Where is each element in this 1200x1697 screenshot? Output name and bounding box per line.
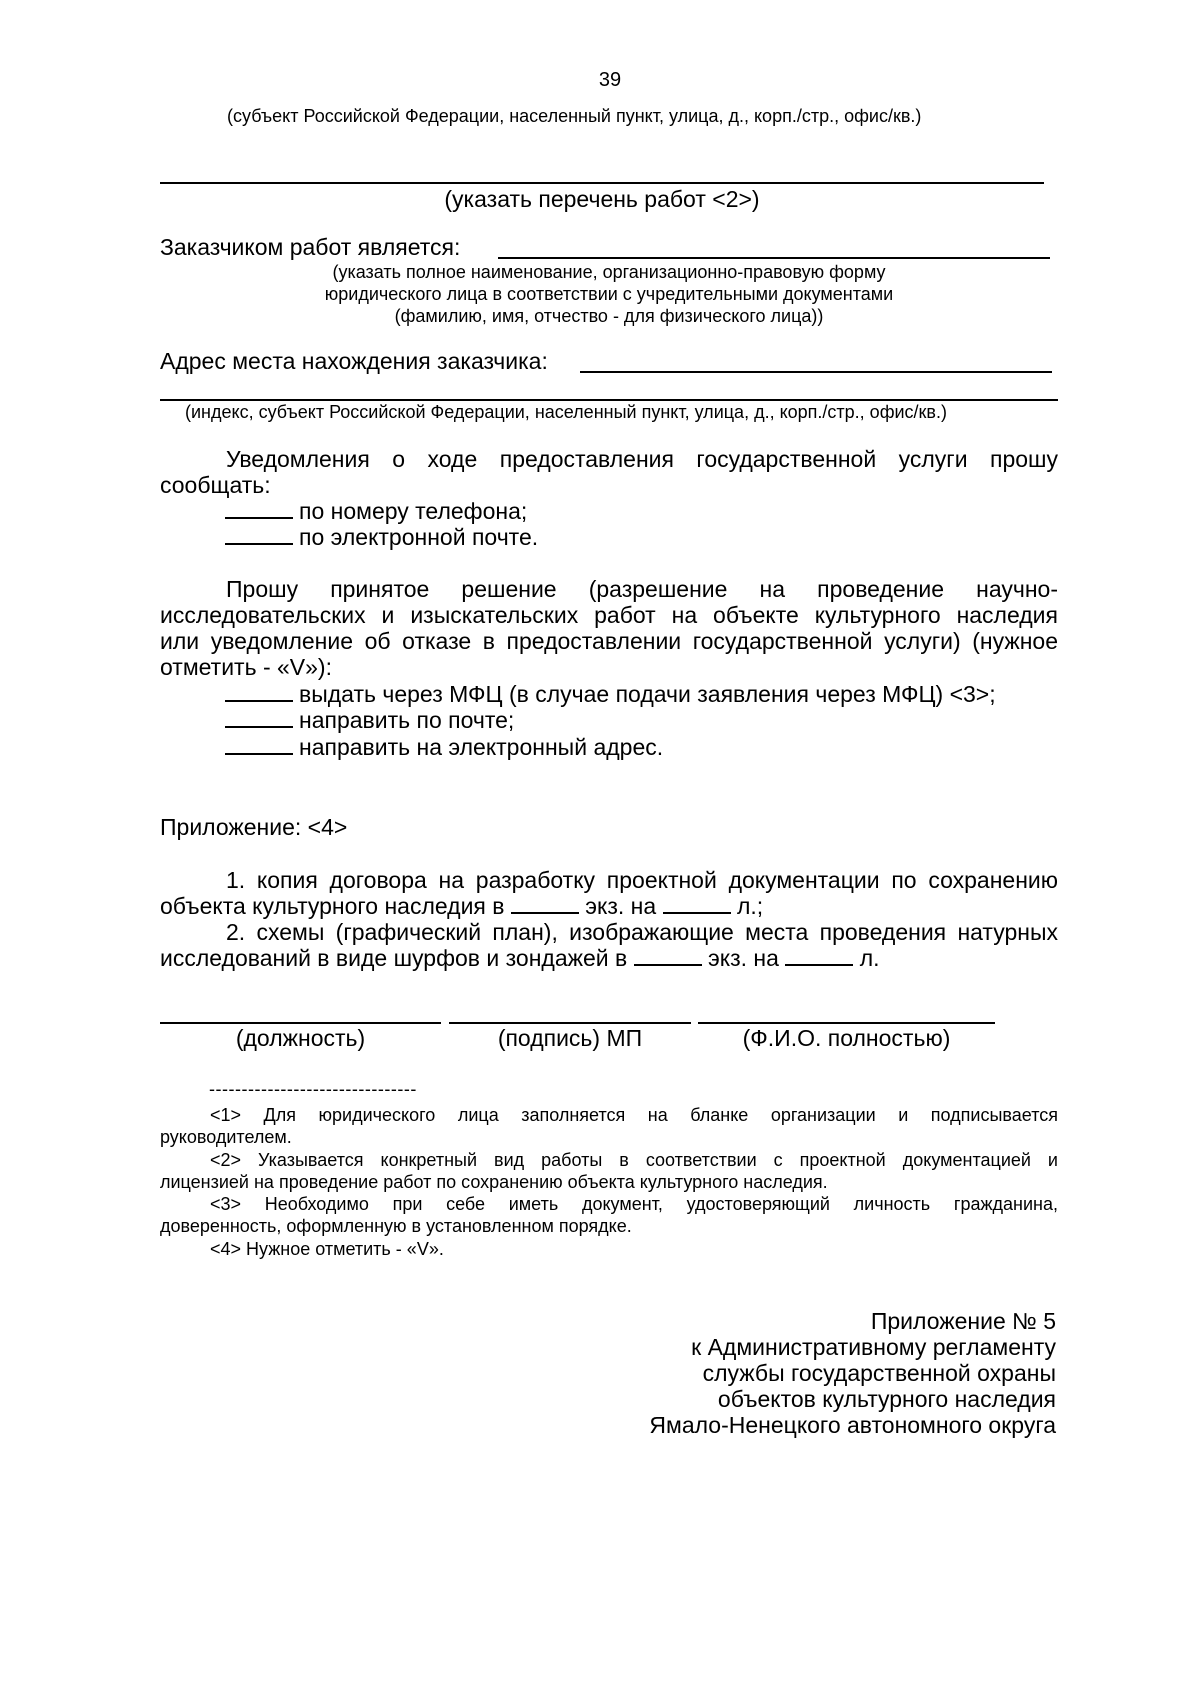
- sheets-blank[interactable]: [785, 946, 853, 966]
- footnote-3-text-1: <3> Необходимо при себе иметь документ, удостоверяющий личность гражданина,: [210, 1194, 1058, 1214]
- footnote-2-line1: [160, 1149, 1058, 1171]
- appendix-header-line5: Ямало-Ненецкого автономного округа: [649, 1412, 1056, 1438]
- decision-text-3: или уведомление об отказе в предоставлении государственной услуги) (нужное: [160, 628, 1058, 654]
- checkbox-blank[interactable]: [225, 735, 293, 755]
- footnote-3-line1: [160, 1193, 1058, 1215]
- decision-option-label: выдать через МФЦ (в случае подачи заявления через МФЦ) <3>;: [299, 681, 996, 707]
- customer-address-caption: (индекс, субъект Российской Федерации, населенный пункт, улица, д., корп./стр., офис/кв.): [185, 402, 947, 422]
- notify-option-label: по номеру телефона;: [299, 498, 528, 524]
- customer-label: Заказчиком работ является:: [160, 234, 461, 260]
- address-caption-top: (субъект Российской Федерации, населенный пункт, улица, д., корп./стр., офис/кв.): [227, 106, 922, 126]
- appendix-header-line1: Приложение № 5: [870, 1308, 1056, 1334]
- attachment-item1-text-1: 1. копия договора на разработку проектной документации по сохранению: [226, 867, 1058, 893]
- footnote-2-line2: лицензией на проведение работ по сохранению объекта культурного наследия.: [160, 1172, 828, 1192]
- checkbox-blank[interactable]: [225, 682, 293, 702]
- notify-option-email[interactable]: [225, 524, 538, 550]
- notifications-line2: сообщать:: [160, 472, 271, 498]
- attachment-item1-line1: [160, 867, 1058, 893]
- customer-address-field-line: [580, 371, 1052, 373]
- works-line: [160, 182, 1044, 184]
- decision-option-email[interactable]: [225, 734, 663, 760]
- position-caption: (должность): [235, 1025, 366, 1051]
- footnote-1-line2: руководителем.: [160, 1127, 292, 1147]
- footnote-1-text-1: <1> Для юридического лица заполняется на бланке организации и подписывается: [210, 1105, 1058, 1125]
- attachment-item1-text-2b: экз. на: [585, 893, 657, 919]
- position-line: [160, 1022, 441, 1024]
- appendix-header-line4: объектов культурного наследия: [717, 1386, 1056, 1412]
- customer-address-field-line-2: [160, 399, 1058, 401]
- customer-field-line: [498, 257, 1050, 259]
- works-caption: (указать перечень работ <2>): [444, 186, 760, 212]
- decision-text-2: исследовательских и изыскательских работ на объекте культурного наследия: [160, 602, 1058, 628]
- copies-blank[interactable]: [511, 894, 579, 914]
- decision-line2: [160, 602, 1058, 628]
- footnote-4: <4> Нужное отметить - «V».: [210, 1239, 444, 1259]
- page-number: 39: [598, 69, 622, 91]
- footnote-3-line2: доверенность, оформленную в установленном порядке.: [160, 1216, 632, 1236]
- full-name-line: [698, 1022, 995, 1024]
- customer-caption-line3: (фамилию, имя, отчество - для физического лица)): [394, 306, 824, 326]
- notifications-text-1: Уведомления о ходе предоставления государственной услуги прошу: [226, 446, 1058, 472]
- decision-option-post[interactable]: [225, 707, 514, 733]
- attachment-item2-text-2a: исследований в виде шурфов и зондажей в: [160, 945, 628, 971]
- customer-caption-line1: (указать полное наименование, организационно-правовую форму: [332, 262, 886, 282]
- attachment-title: Приложение: <4>: [160, 814, 348, 840]
- decision-option-label: направить на электронный адрес.: [299, 734, 664, 760]
- notify-option-label: по электронной почте.: [299, 524, 539, 550]
- signature-caption: (подпись) МП: [497, 1025, 643, 1051]
- decision-text-1: Прошу принятое решение (разрешение на проведение научно-: [226, 576, 1058, 602]
- sheets-blank[interactable]: [663, 894, 731, 914]
- decision-line1: [160, 576, 1058, 602]
- footnote-2-text-1: <2> Указывается конкретный вид работы в соответствии с проектной документацией и: [210, 1150, 1058, 1170]
- attachment-item1-text-2c: л.;: [736, 893, 764, 919]
- attachment-item1-line2: [160, 893, 763, 919]
- decision-line3: [160, 628, 1058, 654]
- footnote-1-line1: [160, 1104, 1058, 1126]
- checkbox-blank[interactable]: [225, 525, 293, 545]
- attachment-item2-line2: [160, 945, 880, 971]
- attachment-item2-line1: [160, 919, 1058, 945]
- signature-line: [449, 1022, 691, 1024]
- appendix-header-line2: к Административному регламенту: [691, 1334, 1056, 1360]
- appendix-header-line3: службы государственной охраны: [702, 1360, 1056, 1386]
- notifications-line1: [160, 446, 1058, 472]
- customer-address-label: Адрес места нахождения заказчика:: [160, 348, 548, 374]
- full-name-caption: (Ф.И.О. полностью): [742, 1025, 951, 1051]
- notify-option-phone[interactable]: [225, 498, 527, 524]
- attachment-item1-text-2a: объекта культурного наследия в: [160, 893, 505, 919]
- decision-line4: отметить - «V»):: [160, 654, 332, 680]
- customer-caption-line2: юридического лица в соответствии с учредительными документами: [324, 284, 894, 304]
- decision-option-label: направить по почте;: [299, 707, 515, 733]
- footnote-separator: --------------------------------: [209, 1079, 417, 1099]
- checkbox-blank[interactable]: [225, 708, 293, 728]
- checkbox-blank[interactable]: [225, 499, 293, 519]
- decision-option-mfc[interactable]: [225, 681, 996, 707]
- attachment-item2-text-2b: экз. на: [708, 945, 779, 971]
- copies-blank[interactable]: [634, 946, 702, 966]
- attachment-item2-text-2c: л.: [859, 945, 880, 971]
- attachment-item2-text-1: 2. схемы (графический план), изображающие места проведения натурных: [226, 919, 1058, 945]
